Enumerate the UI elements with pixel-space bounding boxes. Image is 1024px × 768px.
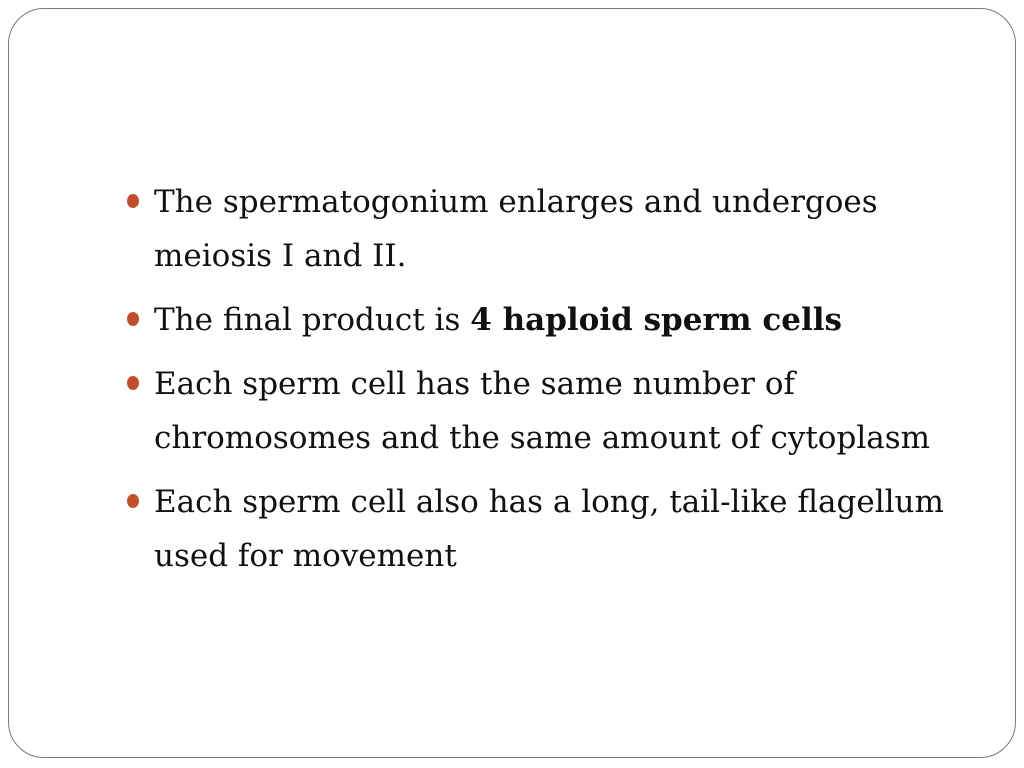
bullet-text: The spermatogonium enlarges and undergoes meiosis I and II. [154,184,878,274]
bullet-dot-icon [127,376,139,390]
bullet-text: Each sperm cell has the same number of chromosomes and the same amount of cytoplasm [154,366,931,456]
bullet-item [127,293,987,347]
bullet-dot-icon [127,194,139,208]
bullet-bold-text: 4 haploid sperm cells [470,302,842,338]
bullet-dot-icon [127,312,139,326]
bullet-list [127,175,987,593]
slide-frame [8,8,1016,758]
bullet-dot-icon [127,494,139,508]
bullet-item [127,175,987,283]
bullet-item [127,357,987,465]
bullet-text: Each sperm cell also has a long, tail-like flagellum used for movement [154,484,944,574]
bullet-text: The final product is [154,302,471,338]
bullet-item [127,475,987,583]
